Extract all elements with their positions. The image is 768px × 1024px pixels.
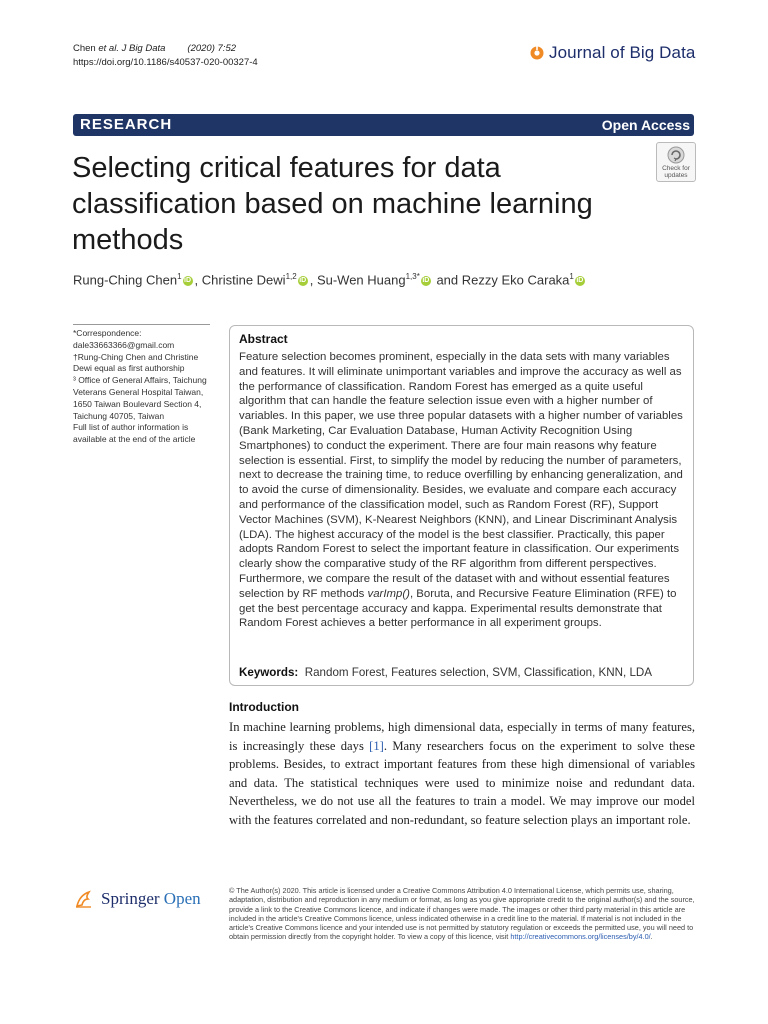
affiliation-note: ³ Office of General Affairs, Taichung Veterans General Hospital Taiwan, 1650 Taiwan Boulevard Section 4, Taichung 40705, Taiwan [73, 375, 207, 421]
author-affil: 1 [177, 272, 182, 281]
cite-year: (2020) 7:52 [187, 43, 237, 54]
springer-open-text: Open [163, 889, 201, 908]
intro-text-part: In machine learning problems, high dimensional data, especially in terms of many features, is increasingly these days [229, 720, 695, 753]
orcid-icon[interactable]: iD [576, 276, 584, 284]
author-affil: 1 [569, 272, 574, 281]
author-separator: and [432, 272, 462, 288]
check-for-updates-badge[interactable] [656, 142, 696, 182]
journal-logo-icon [530, 46, 544, 60]
abstract-text-italic: varImp() [367, 587, 410, 600]
author-name[interactable]: Rezzy Eko Caraka [461, 272, 570, 288]
check-updates-text: Check for updates [662, 165, 690, 179]
author-list [73, 272, 587, 287]
license-end: . [650, 932, 653, 942]
equal-authorship-note: †Rung-Ching Chen and Christine Dewi equal as first authorship [73, 351, 199, 374]
author-notes [73, 328, 215, 446]
springer-name: Springer [101, 889, 160, 908]
notes-divider [73, 324, 210, 325]
check-updates-icon [667, 146, 685, 164]
citation-header [73, 42, 258, 70]
correspondence-email[interactable]: dale33663366@gmail.com [73, 339, 175, 350]
orcid-icon[interactable]: iD [299, 276, 307, 284]
keywords-text: Random Forest, Features selection, SVM, Classification, KNN, LDA [304, 666, 653, 679]
introduction-text [229, 718, 695, 830]
author-name[interactable]: Su-Wen Huang [316, 272, 406, 288]
abstract-text-part: Feature selection becomes prominent, especially in the data sets with many variables and features. It will eliminate unimportant variables and improve the accuracy as well as the performance of classification. Random Forest has emerged as a quite useful algorithm that can handle the feature selection issue even with a higher number of variables. In this paper, we use three popular datasets with a higher number of variables (Bank Marketing, Car Evaluation Database, Human Activity Recognition Using Smartphones) to conduct the experiment. There are four main reasons why feature selection is essential. First, to simplify the model by reducing the number of parameters, next to decrease the training time, to reduce overfilling by enhancing generalization, and to avoid the curse of dimensionality. Besides, we evaluate and compare each accuracy and performance of the classification model, such as Random Forest (RF), Support Vector Machines (SVM), K-Nearest Neighbors (KNN), and Linear Discriminant Analysis (LDA). The highest accuracy of the model is the best classifier. Practically, this paper adopts Random Forest to select the important feature in classification. Our experiments clearly show the comparative study of the RF algorithm from different perspectives. Furthermore, we compare the result of the dataset with and without essential features selection by RF methods [239, 351, 683, 600]
springer-text [101, 889, 201, 909]
journal-name: Journal of Big Data [549, 43, 696, 62]
author-separator: , [309, 272, 317, 288]
correspondence-label: *Correspondence: [73, 328, 142, 338]
abstract-text-part: , Boruta, and Recursive Feature Elimination (RFE) to get the best percentage accuracy and kappa. Experimental results demonstrate that Random Forest achieves a better performance in all experiment groups. [239, 587, 677, 630]
introduction-heading: Introduction [229, 700, 299, 714]
keywords-line [239, 666, 683, 679]
license-link[interactable]: http://creativecommons.org/licenses/by/4.0/ [510, 932, 651, 942]
open-access-label: Open Access [601, 117, 690, 133]
abstract-heading: Abstract [239, 332, 288, 346]
author-affil: 1,2 [285, 272, 297, 281]
license-text [229, 886, 695, 942]
author-separator: , [194, 272, 202, 288]
springer-horse-icon [73, 888, 95, 910]
reference-link[interactable]: [1] [369, 738, 384, 753]
journal-logo[interactable] [530, 43, 695, 63]
cite-author: Chen [73, 43, 96, 54]
section-label: RESEARCH [80, 116, 173, 133]
article-title: Selecting critical features for data classification based on machine learning methods [72, 152, 593, 256]
cite-journal: et al. J Big Data [98, 43, 166, 54]
doi-link[interactable]: https://doi.org/10.1186/s40537-020-00327-4 [73, 57, 258, 68]
intro-text-part: . Many researchers focus on the experiment to solve these problems. Besides, to extract important features from these high dimensional of variables and data. The statistical techniques were used to minimize noise and redundant data. Nevertheless, we do not use all the features to train a model. We may improve our model with the features correlated and non-redundant, so feature selection plays an important role. [229, 738, 695, 827]
author-info-note: Full list of author information is available at the end of the article [73, 422, 196, 445]
orcid-icon[interactable]: iD [422, 276, 430, 284]
springer-open-logo[interactable] [73, 888, 201, 910]
keywords-label: Keywords: [239, 666, 299, 679]
author-name[interactable]: Rung-Ching Chen [73, 272, 178, 288]
abstract-text [239, 350, 683, 631]
author-affil: 1,3* [405, 272, 420, 281]
author-name[interactable]: Christine Dewi [201, 272, 286, 288]
orcid-icon[interactable]: iD [184, 276, 192, 284]
license-body: © The Author(s) 2020. This article is licensed under a Creative Commons Attribution 4.0 International License, which permits use, sharing, adaptation, distribution and reproduction in any medium or format, as long as you give appropriate credit to the original author(s) and the source, provide a link to the Creative Commons licence, and indicate if changes were made. The images or other third party material in this article are included in the article's Creative Commons licence, unless indicated otherwise in a credit line to the material. If material is not included in the article's Creative Commons licence and your intended use is not permitted by statutory regulation or exceeds the permitted use, you will need to obtain permission directly from the copyright holder. To view a copy of this licence, visit [229, 886, 695, 942]
